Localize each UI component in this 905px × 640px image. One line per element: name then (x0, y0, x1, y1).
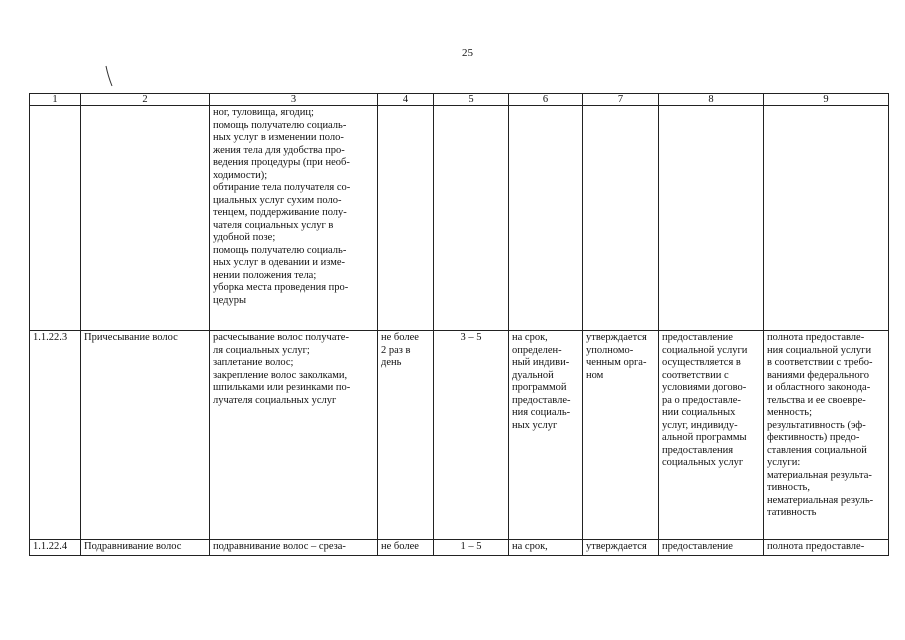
column-number: 1 (30, 94, 81, 106)
table-row (30, 540, 889, 556)
services-table (29, 93, 889, 556)
service-description: подравнивание волос – среза- (210, 540, 378, 556)
service-approved: утверждается (583, 540, 659, 556)
column-number: 2 (81, 94, 210, 106)
table-row (30, 106, 889, 331)
service-frequency: не более (378, 540, 434, 556)
column-number: 6 (509, 94, 583, 106)
service-frequency (378, 106, 434, 331)
service-approved (583, 106, 659, 331)
column-number: 5 (434, 94, 509, 106)
service-description: ног, туловища, ягодиц; помощь получателю социаль- ных услуг в изменении поло- жения тела для удобства про- ведения процедуры (при необ- ходимости); обтирание тела получателя со- циальных услуг сухим поло- тенцем, поддерживание полу- чателя социальных услуг в удобной позе; помощь получателю социаль- ных услуг в одевании и изме- нении положения тела; уборка места проведения про- цедуры (210, 106, 378, 331)
service-conditions (659, 106, 764, 331)
service-code: 1.1.22.3 (30, 331, 81, 540)
service-duration: 1 – 5 (434, 540, 509, 556)
service-code (30, 106, 81, 331)
service-conditions: предоставление (659, 540, 764, 556)
service-code: 1.1.22.4 (30, 540, 81, 556)
table-row (30, 331, 889, 540)
service-duration: 3 – 5 (434, 331, 509, 540)
service-quality: полнота предоставле- (764, 540, 889, 556)
column-number: 8 (659, 94, 764, 106)
service-quality: полнота предоставле- ния социальной услуги в соответствии с требо- ваниями федерального и областного законода- тельства и ее своевре- менность; результативность (эф- фективность) предо- ставления социальной услуги: материальная результа- тивность, нематериальная резуль- тативность (764, 331, 889, 540)
service-term: на срок, (509, 540, 583, 556)
column-number: 7 (583, 94, 659, 106)
service-term (509, 106, 583, 331)
service-duration (434, 106, 509, 331)
service-frequency: не более 2 раз в день (378, 331, 434, 540)
service-conditions: предоставление социальной услуги осуществляется в соответствии с условиями догово- ра о предоставле- нии социальных услуг, индивиду- альной программы предоставления социальных услуг (659, 331, 764, 540)
column-number: 4 (378, 94, 434, 106)
service-description: расчесывание волос получате- ля социальных услуг; заплетание волос; закрепление волос заколками, шпильками или резинками по- лучателя социальных услуг (210, 331, 378, 540)
service-name: Подравнивание волос (81, 540, 210, 556)
service-approved: утверждается уполномо- ченным орга- ном (583, 331, 659, 540)
service-quality (764, 106, 889, 331)
column-number: 3 (210, 94, 378, 106)
page-number: 25 (462, 47, 473, 59)
column-number-row (30, 94, 889, 106)
column-number: 9 (764, 94, 889, 106)
service-name: Причесывание волос (81, 331, 210, 540)
service-term: на срок, определен- ный индиви- дуальной программой предоставле- ния социаль- ных услуг (509, 331, 583, 540)
service-name (81, 106, 210, 331)
